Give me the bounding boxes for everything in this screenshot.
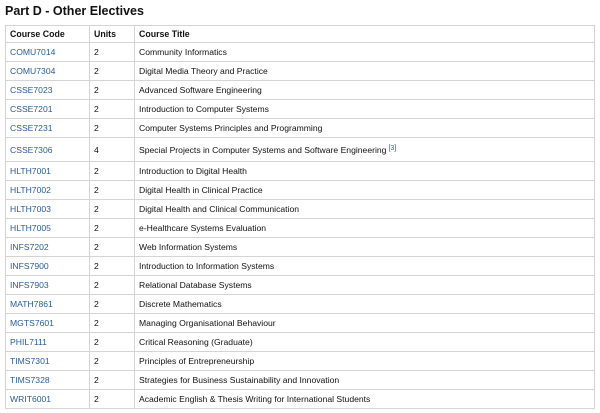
course-code-cell — [6, 371, 90, 390]
course-code-cell — [6, 314, 90, 333]
units-cell: 2 — [90, 371, 135, 390]
units-cell: 2 — [90, 333, 135, 352]
units-cell: 2 — [90, 314, 135, 333]
course-code-cell — [6, 333, 90, 352]
course-code-link[interactable]: HLTH7003 — [10, 204, 51, 214]
course-title: Computer Systems Principles and Programming — [139, 123, 323, 133]
course-title: Academic English & Thesis Writing for International Students — [139, 394, 371, 404]
course-title: Digital Health in Clinical Practice — [139, 185, 263, 195]
course-code-link[interactable]: CSSE7201 — [10, 104, 53, 114]
course-title: Managing Organisational Behaviour — [139, 318, 276, 328]
course-title-cell — [135, 162, 595, 181]
units-cell: 2 — [90, 62, 135, 81]
course-code-link[interactable]: PHIL7111 — [10, 337, 47, 347]
units-cell: 2 — [90, 119, 135, 138]
course-title-cell — [135, 390, 595, 409]
course-title: Digital Health and Clinical Communication — [139, 204, 300, 214]
course-title-cell — [135, 238, 595, 257]
course-code-link[interactable]: CSSE7231 — [10, 123, 53, 133]
course-title-cell — [135, 314, 595, 333]
table-row — [6, 295, 595, 314]
course-code-cell — [6, 200, 90, 219]
course-title-cell — [135, 333, 595, 352]
course-code-cell — [6, 162, 90, 181]
course-title: Introduction to Computer Systems — [139, 104, 269, 114]
course-title-cell — [135, 119, 595, 138]
electives-table — [5, 25, 595, 409]
course-code-link[interactable]: HLTH7001 — [10, 166, 51, 176]
course-code-cell — [6, 295, 90, 314]
units-cell: 2 — [90, 200, 135, 219]
course-code-cell — [6, 181, 90, 200]
course-code-cell — [6, 119, 90, 138]
course-code-cell — [6, 238, 90, 257]
table-header-row — [6, 26, 595, 43]
table-row — [6, 100, 595, 119]
course-code-cell — [6, 390, 90, 409]
course-title-cell — [135, 81, 595, 100]
table-row — [6, 314, 595, 333]
course-code-link[interactable]: MATH7861 — [10, 299, 53, 309]
course-title-cell — [135, 276, 595, 295]
course-title-cell — [135, 295, 595, 314]
table-body — [6, 43, 595, 409]
footnote-link[interactable]: [3] — [388, 144, 397, 152]
table-row — [6, 276, 595, 295]
units-cell: 4 — [90, 138, 135, 162]
course-code-link[interactable]: COMU7304 — [10, 66, 56, 76]
section-title: Part D - Other Electives — [5, 4, 144, 18]
course-code-link[interactable]: WRIT6001 — [10, 394, 52, 404]
units-cell: 2 — [90, 238, 135, 257]
course-code-link[interactable]: CSSE7306 — [10, 144, 53, 155]
table-row — [6, 257, 595, 276]
course-title-cell — [135, 257, 595, 276]
course-title-cell — [135, 371, 595, 390]
units-cell: 2 — [90, 257, 135, 276]
units-cell: 2 — [90, 295, 135, 314]
course-title: e-Healthcare Systems Evaluation — [139, 223, 267, 233]
course-title: Principles of Entrepreneurship — [139, 356, 255, 366]
table-row — [6, 62, 595, 81]
column-header-units: Units — [90, 26, 135, 43]
table-row — [6, 181, 595, 200]
course-title-cell — [135, 181, 595, 200]
course-code-link[interactable]: MGTS7601 — [10, 318, 54, 328]
course-code-link[interactable]: CSSE7023 — [10, 85, 53, 95]
course-title-cell — [135, 100, 595, 119]
course-title: Critical Reasoning (Graduate) — [139, 337, 253, 347]
course-code-link[interactable]: INFS7202 — [10, 242, 49, 252]
column-header-course-title: Course Title — [135, 26, 595, 43]
course-code-link[interactable]: INFS7900 — [10, 261, 49, 271]
course-title: Special Projects in Computer Systems and Software Engineering — [139, 144, 387, 155]
column-header-course-code: Course Code — [6, 26, 90, 43]
table-row — [6, 119, 595, 138]
course-title: Web Information Systems — [139, 242, 238, 252]
table-row — [6, 200, 595, 219]
table-row — [6, 81, 595, 100]
table-row — [6, 371, 595, 390]
course-code-cell — [6, 219, 90, 238]
course-title: Community Informatics — [139, 47, 227, 57]
units-cell: 2 — [90, 43, 135, 62]
units-cell: 2 — [90, 276, 135, 295]
course-code-link[interactable]: TIMS7328 — [10, 375, 50, 385]
table-row — [6, 162, 595, 181]
course-title-cell — [135, 62, 595, 81]
course-code-link[interactable]: TIMS7301 — [10, 356, 50, 366]
table-row — [6, 219, 595, 238]
course-title: Strategies for Business Sustainability and Innovation — [139, 375, 340, 385]
course-title: Advanced Software Engineering — [139, 85, 262, 95]
course-title: Relational Database Systems — [139, 280, 252, 290]
units-cell: 2 — [90, 390, 135, 409]
units-cell: 2 — [90, 162, 135, 181]
course-code-link[interactable]: COMU7014 — [10, 47, 56, 57]
course-title: Discrete Mathematics — [139, 299, 222, 309]
table-row — [6, 43, 595, 62]
table-row — [6, 238, 595, 257]
table-row — [6, 138, 595, 162]
course-code-cell — [6, 43, 90, 62]
course-title: Digital Media Theory and Practice — [139, 66, 268, 76]
course-title-cell — [135, 200, 595, 219]
course-title: Introduction to Digital Health — [139, 166, 247, 176]
course-code-link[interactable]: HLTH7005 — [10, 223, 51, 233]
units-cell: 2 — [90, 352, 135, 371]
units-cell: 2 — [90, 100, 135, 119]
course-title-cell — [135, 352, 595, 371]
course-code-cell — [6, 100, 90, 119]
course-code-cell — [6, 257, 90, 276]
course-code-cell — [6, 138, 90, 162]
course-code-cell — [6, 352, 90, 371]
course-code-cell — [6, 62, 90, 81]
table-row — [6, 390, 595, 409]
course-code-link[interactable]: INFS7903 — [10, 280, 49, 290]
course-title: Introduction to Information Systems — [139, 261, 275, 271]
units-cell: 2 — [90, 219, 135, 238]
course-title-cell — [135, 43, 595, 62]
course-title-cell — [135, 219, 595, 238]
units-cell: 2 — [90, 181, 135, 200]
table-row — [6, 352, 595, 371]
units-cell: 2 — [90, 81, 135, 100]
course-code-cell — [6, 276, 90, 295]
course-code-cell — [6, 81, 90, 100]
course-code-link[interactable]: HLTH7002 — [10, 185, 51, 195]
course-title-cell — [135, 138, 595, 162]
table-row — [6, 333, 595, 352]
